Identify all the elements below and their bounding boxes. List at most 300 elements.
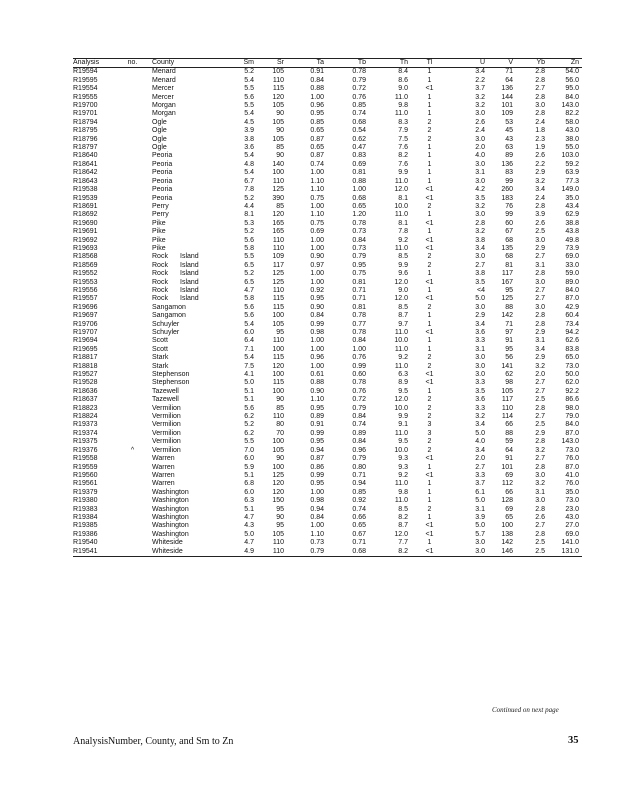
cell-county: Rock (152, 286, 168, 294)
cell-th: 12.0 (394, 295, 408, 303)
cell-county-suffix (180, 396, 217, 404)
cell-zn: 38.0 (565, 135, 579, 143)
cell-tb: 1.00 (352, 345, 366, 353)
cell-zn: 43.4 (565, 202, 579, 210)
cell-th: 9.0 (398, 286, 408, 294)
cell-analysis-no: R18640 (73, 152, 98, 160)
cell-county: Washington (152, 488, 189, 496)
cell-v: 45 (505, 127, 513, 135)
cell-yb: 2.7 (535, 455, 545, 463)
cell-county-suffix: Island (180, 253, 199, 261)
table-row (73, 346, 582, 354)
table-row (73, 68, 582, 77)
cell-ta: 0.84 (310, 312, 324, 320)
cell-u: 3.2 (475, 202, 485, 210)
cell-analysis-mark: ^ (130, 446, 135, 454)
table-row (73, 363, 582, 371)
cell-ta: 0.85 (310, 118, 324, 126)
cell-zn: 84.0 (565, 93, 579, 101)
cell-tl: <1 (425, 547, 434, 555)
cell-th: 8.2 (398, 152, 408, 160)
cell-sr: 125 (272, 270, 284, 278)
table-row (73, 472, 582, 480)
cell-ta: 0.65 (310, 144, 324, 152)
cell-v: 117 (501, 270, 513, 278)
cell-th: 11.0 (394, 362, 408, 370)
cell-u: 3.1 (475, 505, 485, 513)
cell-county-suffix (180, 161, 217, 169)
cell-sm: 6.4 (244, 337, 254, 345)
cell-yb: 2.9 (535, 169, 545, 177)
table-row (73, 489, 582, 497)
cell-yb: 2.8 (535, 110, 545, 118)
cell-analysis-no: R19594 (73, 68, 98, 76)
cell-th: 11.0 (394, 93, 408, 101)
cell-county: Perry (152, 211, 169, 219)
cell-tl: 1 (427, 270, 432, 278)
cell-sm: 5.5 (244, 253, 254, 261)
cell-tb: 0.96 (352, 446, 366, 454)
cell-analysis-mark (113, 522, 152, 530)
cell-analysis-mark (113, 371, 152, 379)
cell-v: 112 (501, 480, 513, 488)
cell-v: 125 (501, 295, 513, 303)
cell-ta: 1.00 (310, 278, 324, 286)
cell-u: 3.6 (475, 329, 485, 336)
cell-sm: 6.2 (244, 429, 254, 437)
cell-th: 8.1 (398, 219, 408, 227)
footer-title: AnalysisNumber, County, and Sm to Zn (73, 736, 234, 747)
cell-analysis-no: R19552 (73, 270, 98, 278)
cell-county: Perry (152, 202, 169, 210)
cell-county: Morgan (152, 102, 176, 110)
table-row (73, 396, 582, 404)
cell-sm: 6.2 (244, 413, 254, 421)
cell-tl: 1 (427, 497, 432, 505)
cell-county-suffix (180, 539, 217, 547)
table-row (73, 438, 582, 446)
cell-analysis-no: R19376 (73, 446, 98, 454)
cell-yb: 2.8 (535, 68, 545, 76)
cell-tb: 0.47 (352, 144, 366, 152)
cell-analysis-no: R19560 (73, 471, 98, 479)
cell-tl: 2 (427, 135, 432, 143)
cell-county-suffix (180, 472, 217, 480)
cell-th: 11.0 (394, 329, 408, 336)
cell-zn: 55.0 (565, 144, 579, 152)
cell-county-suffix: Island (180, 270, 199, 278)
cell-tl: <1 (425, 530, 434, 538)
cell-sm: 6.0 (244, 455, 254, 463)
cell-sr: 85 (276, 202, 284, 210)
cell-th: 10.0 (394, 404, 408, 412)
cell-tb: 0.79 (352, 404, 366, 412)
cell-zn: 73.9 (565, 244, 579, 252)
cell-analysis-mark (113, 178, 152, 186)
cell-zn: 149.0 (561, 186, 579, 194)
cell-tb: 0.92 (352, 497, 366, 505)
cell-sm: 5.4 (244, 320, 254, 328)
cell-th: 9.5 (398, 438, 408, 446)
cell-v: 88 (505, 429, 513, 437)
cell-county-suffix: Island (180, 278, 199, 286)
cell-th: 11.0 (394, 480, 408, 488)
cell-u: 5.0 (475, 497, 485, 505)
cell-th: 9.8 (398, 488, 408, 496)
cell-sr: 120 (272, 480, 284, 488)
cell-tl: 1 (427, 93, 432, 101)
cell-ta: 0.99 (310, 429, 324, 437)
cell-v: 142 (501, 312, 513, 320)
cell-yb: 2.7 (535, 295, 545, 303)
cell-analysis-mark (113, 421, 152, 429)
cell-sr: 100 (272, 387, 284, 395)
cell-u: 5.0 (475, 522, 485, 530)
cell-v: 53 (505, 118, 513, 126)
cell-v: 260 (501, 186, 513, 194)
cell-v: 68 (505, 236, 513, 244)
cell-zn: 73.0 (565, 446, 579, 454)
cell-th: 11.0 (394, 244, 408, 252)
table-row (73, 279, 582, 287)
cell-county: Vermilion (152, 438, 181, 446)
continued-note: Continued on next page (492, 706, 559, 714)
cell-analysis-mark (113, 144, 152, 152)
cell-zn: 87.0 (565, 429, 579, 437)
cell-county: Ogle (152, 118, 167, 126)
cell-ta: 0.74 (310, 160, 324, 168)
cell-th: 9.2 (398, 354, 408, 362)
cell-v: 95 (505, 286, 513, 294)
cell-tb: 0.74 (352, 421, 366, 429)
cell-ta: 0.94 (310, 446, 324, 454)
cell-tb: 0.79 (352, 455, 366, 463)
cell-sm: 5.5 (244, 85, 254, 93)
column-header-tb: Tb (357, 59, 366, 66)
cell-v: 65 (505, 513, 513, 521)
cell-tl: 2 (427, 303, 432, 311)
column-header-v: V (508, 59, 513, 66)
cell-u: 3.3 (475, 404, 485, 412)
table-row (73, 262, 582, 270)
cell-analysis-no: R18794 (73, 118, 98, 126)
cell-analysis-mark (113, 220, 152, 228)
cell-v: 43 (505, 135, 513, 143)
cell-tb: 0.80 (352, 463, 366, 471)
table-row (73, 497, 582, 505)
cell-tb: 0.77 (352, 320, 366, 328)
cell-sm: 7.5 (244, 362, 254, 370)
column-header-u: U (479, 59, 485, 66)
cell-county-suffix (180, 136, 217, 144)
cell-county-suffix (180, 548, 217, 557)
table-row (73, 304, 582, 312)
cell-analysis-no: R18823 (73, 404, 98, 412)
cell-analysis-no: R19527 (73, 371, 98, 379)
cell-analysis-mark (113, 472, 152, 480)
cell-analysis-mark (113, 438, 152, 446)
cell-ta: 0.96 (310, 354, 324, 362)
cell-zn: 141.0 (561, 539, 579, 547)
cell-tl: 3 (427, 421, 432, 429)
cell-yb: 2.8 (535, 270, 545, 278)
cell-tb: 0.76 (352, 387, 366, 395)
cell-ta: 1.10 (310, 530, 324, 538)
cell-u: 3.7 (475, 480, 485, 488)
cell-sm: 5.4 (244, 76, 254, 84)
cell-yb: 2.8 (535, 463, 545, 471)
cell-county-suffix (180, 110, 217, 118)
cell-sr: 115 (272, 295, 284, 303)
cell-th: 11.0 (394, 110, 408, 118)
table-row (73, 506, 582, 514)
cell-yb: 2.9 (535, 354, 545, 362)
cell-v: 60 (505, 219, 513, 227)
cell-county-suffix (180, 455, 217, 463)
cell-th: 8.1 (398, 194, 408, 202)
cell-ta: 1.10 (310, 396, 324, 404)
cell-th: 12.0 (394, 186, 408, 194)
cell-county: Scott (152, 345, 168, 353)
cell-yb: 2.7 (535, 85, 545, 93)
cell-u: 2.0 (475, 455, 485, 463)
cell-yb: 2.7 (535, 522, 545, 530)
geochemistry-table (73, 58, 582, 557)
cell-analysis-mark (113, 379, 152, 387)
cell-sr: 100 (272, 463, 284, 471)
cell-tl: <1 (425, 278, 434, 286)
cell-tl: 1 (427, 110, 432, 118)
cell-th: 7.6 (398, 144, 408, 152)
table-row (73, 178, 582, 186)
cell-analysis-mark (113, 388, 152, 396)
cell-u: 5.0 (475, 429, 485, 437)
cell-u: 3.0 (475, 354, 485, 362)
cell-zn: 62.6 (565, 337, 579, 345)
cell-yb: 2.2 (535, 160, 545, 168)
cell-sm: 3.8 (244, 135, 254, 143)
cell-zn: 69.0 (565, 530, 579, 538)
cell-ta: 0.95 (310, 480, 324, 488)
table-row (73, 455, 582, 463)
table-row (73, 77, 582, 85)
cell-zn: 41.0 (565, 471, 579, 479)
cell-tl: 2 (427, 354, 432, 362)
cell-ta: 1.10 (310, 177, 324, 185)
cell-county-suffix (180, 203, 217, 211)
cell-ta: 1.00 (310, 202, 324, 210)
cell-sm: 5.5 (244, 438, 254, 446)
cell-tb: 1.00 (352, 186, 366, 194)
cell-yb: 2.9 (535, 329, 545, 336)
cell-sr: 90 (276, 110, 284, 118)
table-body (73, 68, 582, 557)
cell-sr: 165 (272, 219, 284, 227)
cell-sm: 4.9 (244, 547, 254, 555)
cell-analysis-no: R19538 (73, 186, 98, 194)
cell-sr: 95 (276, 522, 284, 530)
cell-u: 3.4 (475, 68, 485, 76)
cell-county-suffix (180, 413, 217, 421)
cell-analysis-mark (113, 237, 152, 245)
cell-analysis-no: R19385 (73, 522, 98, 530)
cell-tl: 1 (427, 169, 432, 177)
cell-yb: 2.9 (535, 429, 545, 437)
cell-county: Stark (152, 362, 169, 370)
cell-yb: 3.4 (535, 345, 545, 353)
cell-yb: 2.7 (535, 286, 545, 294)
cell-u: 3.4 (475, 320, 485, 328)
cell-v: 183 (501, 194, 513, 202)
cell-analysis-no: R19541 (73, 547, 98, 555)
cell-tl: 2 (427, 261, 432, 269)
cell-county-suffix (180, 237, 217, 245)
table-row (73, 94, 582, 102)
cell-th: 8.7 (398, 312, 408, 320)
table-row (73, 85, 582, 93)
cell-county: Menard (152, 68, 176, 76)
cell-yb: 3.0 (535, 497, 545, 505)
cell-county-suffix (180, 119, 217, 127)
cell-county: Stephenson (152, 379, 190, 387)
cell-analysis-mark (113, 253, 152, 261)
cell-county: Pike (152, 228, 166, 236)
cell-u: 3.9 (475, 513, 485, 521)
cell-analysis-mark (113, 195, 152, 203)
cell-tb: 0.65 (352, 522, 366, 530)
cell-zn: 59.0 (565, 270, 579, 278)
cell-v: 117 (501, 396, 513, 404)
cell-county: Washington (152, 530, 189, 538)
cell-county: Peoria (152, 177, 173, 185)
cell-ta: 0.87 (310, 152, 324, 160)
cell-zn: 89.0 (565, 278, 579, 286)
cell-ta: 0.90 (310, 303, 324, 311)
cell-zn: 62.9 (565, 211, 579, 219)
column-header-county-suffix (180, 59, 217, 68)
cell-analysis-no: R18692 (73, 211, 98, 219)
cell-yb: 2.8 (535, 530, 545, 538)
cell-sr: 105 (272, 135, 284, 143)
cell-zn: 73.0 (565, 497, 579, 505)
cell-yb: 3.2 (535, 446, 545, 454)
cell-yb: 3.0 (535, 303, 545, 311)
cell-v: 91 (505, 455, 513, 463)
cell-sr: 150 (272, 497, 284, 505)
cell-tb: 0.85 (352, 102, 366, 110)
table-row (73, 522, 582, 530)
cell-sr: 100 (272, 438, 284, 446)
cell-ta: 0.88 (310, 85, 324, 93)
cell-u: 3.6 (475, 396, 485, 404)
cell-analysis-mark (113, 405, 152, 413)
cell-zn: 77.3 (565, 177, 579, 185)
cell-u: 3.8 (475, 236, 485, 244)
cell-county: Peoria (152, 152, 173, 160)
cell-sm: 6.5 (244, 261, 254, 269)
cell-u: 3.0 (475, 371, 485, 379)
cell-sr: 110 (272, 413, 284, 421)
cell-yb: 3.1 (535, 337, 545, 345)
cell-zn: 87.0 (565, 295, 579, 303)
cell-u: 3.5 (475, 194, 485, 202)
cell-county: Schuyler (152, 329, 180, 336)
cell-yb: 2.5 (535, 421, 545, 429)
cell-ta: 0.91 (310, 68, 324, 76)
cell-tl: <1 (425, 522, 434, 530)
table-row (73, 413, 582, 421)
cell-ta: 0.61 (310, 371, 324, 379)
cell-tl: 1 (427, 539, 432, 547)
cell-v: 142 (501, 539, 513, 547)
cell-u: 3.0 (475, 110, 485, 118)
column-header-tl: Tl (426, 59, 433, 66)
cell-county: Warren (152, 480, 175, 488)
cell-county: Washington (152, 522, 189, 530)
cell-analysis-no: R19690 (73, 219, 98, 227)
cell-yb: 2.8 (535, 404, 545, 412)
cell-analysis-no: R19558 (73, 455, 98, 463)
cell-zn: 59.2 (565, 160, 579, 168)
cell-sr: 110 (272, 337, 284, 345)
cell-v: 99 (505, 177, 513, 185)
cell-analysis-no: R19384 (73, 513, 98, 521)
cell-tb: 0.84 (352, 236, 366, 244)
cell-u: 3.0 (475, 362, 485, 370)
cell-analysis-mark (113, 169, 152, 177)
cell-county-suffix (180, 388, 217, 396)
cell-ta: 1.10 (310, 186, 324, 194)
cell-ta: 0.87 (310, 135, 324, 143)
cell-v: 98 (505, 379, 513, 387)
cell-ta: 1.00 (310, 93, 324, 101)
cell-county-suffix (180, 195, 217, 203)
cell-u: 3.0 (475, 135, 485, 143)
cell-tb: 0.71 (352, 295, 366, 303)
cell-analysis-no: R19383 (73, 505, 98, 513)
cell-sr: 100 (272, 169, 284, 177)
cell-v: 88 (505, 303, 513, 311)
cell-v: 66 (505, 421, 513, 429)
cell-th: 11.0 (394, 211, 408, 219)
cell-analysis-mark (113, 110, 152, 118)
table-row (73, 102, 582, 110)
cell-analysis-mark (113, 346, 152, 354)
cell-tl: 1 (427, 152, 432, 160)
cell-analysis-mark (113, 85, 152, 93)
cell-tl: <1 (425, 455, 434, 463)
cell-analysis-no: R19540 (73, 539, 98, 547)
cell-sm: 7.8 (244, 186, 254, 194)
cell-sr: 110 (272, 286, 284, 294)
cell-yb: 2.7 (535, 379, 545, 387)
cell-zn: 103.0 (561, 152, 579, 160)
table-row (73, 144, 582, 152)
cell-yb: 2.9 (535, 244, 545, 252)
cell-yb: 2.8 (535, 505, 545, 513)
cell-zn: 69.0 (565, 253, 579, 261)
cell-county: Vermilion (152, 446, 181, 454)
cell-tl: 1 (427, 488, 432, 496)
cell-tb: 0.79 (352, 253, 366, 261)
cell-u: 3.4 (475, 446, 485, 454)
cell-sr: 105 (272, 68, 284, 76)
cell-sm: 7.1 (244, 345, 254, 353)
cell-analysis-mark (113, 295, 152, 303)
cell-sm: 4.8 (244, 160, 254, 168)
cell-county-suffix (180, 321, 217, 329)
cell-zn: 131.0 (561, 547, 579, 555)
